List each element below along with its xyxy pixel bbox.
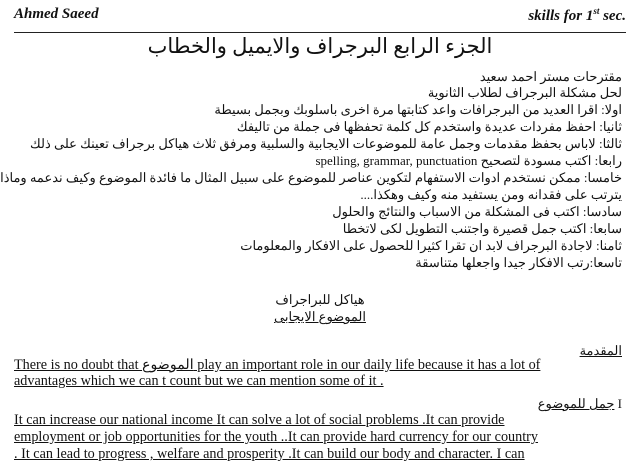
bullet-marker: I <box>617 396 622 411</box>
english-body-line-1: It can increase our national income It can solve a lot of social problems .It can provide <box>14 412 505 428</box>
tip-1: اولا: اقرا العديد من البرجرافات واعد كتابتها مرة اخرى باسلوبك وبجمل بسيطة <box>214 102 622 117</box>
topic-sentences-text: جمل للموضوع <box>537 396 615 411</box>
english-intro-line-1: There is no doubt that الموضوع play an important role in our daily life because it has a lot of <box>14 357 541 373</box>
english-body-line-3: . It can lead to progress , welfare and prosperity .It can build our body and character. I can <box>14 446 525 462</box>
tip-5: خامسا: ممكن نستخدم ادوات الاستفهام لتكوين عناصر للموضوع على سبيل المثال ما فائدة الموضوع وكيف ندعمه وماذا <box>0 170 622 185</box>
tip-9: تاسعا:رتب الافكار جيدا واجعلها متناسقة <box>415 255 622 270</box>
english-body-line-2: employment or job opportunities for the youth ..It can provide hard currency for our country <box>14 429 539 445</box>
tip-6: سادسا: اكتب فى المشكلة من الاسباب والنتائج والحلول <box>332 204 622 219</box>
page-title: الجزء الرابع البرجراف والايميل والخطاب <box>147 34 493 58</box>
author-name: Ahmed Saeed <box>14 6 99 22</box>
tip-8: ثامنا: لاجادة البرجراف لابد ان تقرا كثيرا للحصول على الافكار والمعلومات <box>240 238 622 253</box>
course-label <box>528 6 626 25</box>
intro-line-1: مقترحات مستر احمد سعيد <box>479 69 622 84</box>
course-prefix: skills for 1 <box>528 8 594 24</box>
positive-topic-heading: الموضوع الايجابى <box>273 309 366 324</box>
tip-4: رابعا: اكتب مسودة لتصحيح spelling, grammar, punctuation <box>315 153 622 168</box>
tip-5-continued: يترتب على فقدانه ومن يستفيد منه وكيف وهكذا.... <box>360 187 622 202</box>
english-intro-line-2: advantages which we can t count but we can mention some of it . <box>14 373 384 389</box>
introduction-label: المقدمة <box>579 343 622 358</box>
course-suffix: sec. <box>599 8 626 24</box>
structures-heading: هياكل للبراجراف <box>275 292 365 307</box>
course-superscript: st <box>593 6 600 16</box>
tip-3: ثالثا: لاباس بحفظ مقدمات وجمل عامة للموضوعات الايجابية والسلبية ومرفق ثلاث هياكل برجراف تعينك على ذلك <box>30 136 622 151</box>
page-header <box>14 4 626 33</box>
topic-sentences-label <box>538 396 622 412</box>
tip-7: سابعا: اكتب جمل قصيرة واجتنب التطويل لكى لاتخطا <box>342 221 622 236</box>
intro-line-2: لحل مشكلة البرجراف لطلاب الثانوية <box>427 85 622 100</box>
tip-2: ثانيا: احفظ مفردات عديدة واستخدم كل كلمة تحفظها فى جملة من تاليفك <box>236 119 622 134</box>
